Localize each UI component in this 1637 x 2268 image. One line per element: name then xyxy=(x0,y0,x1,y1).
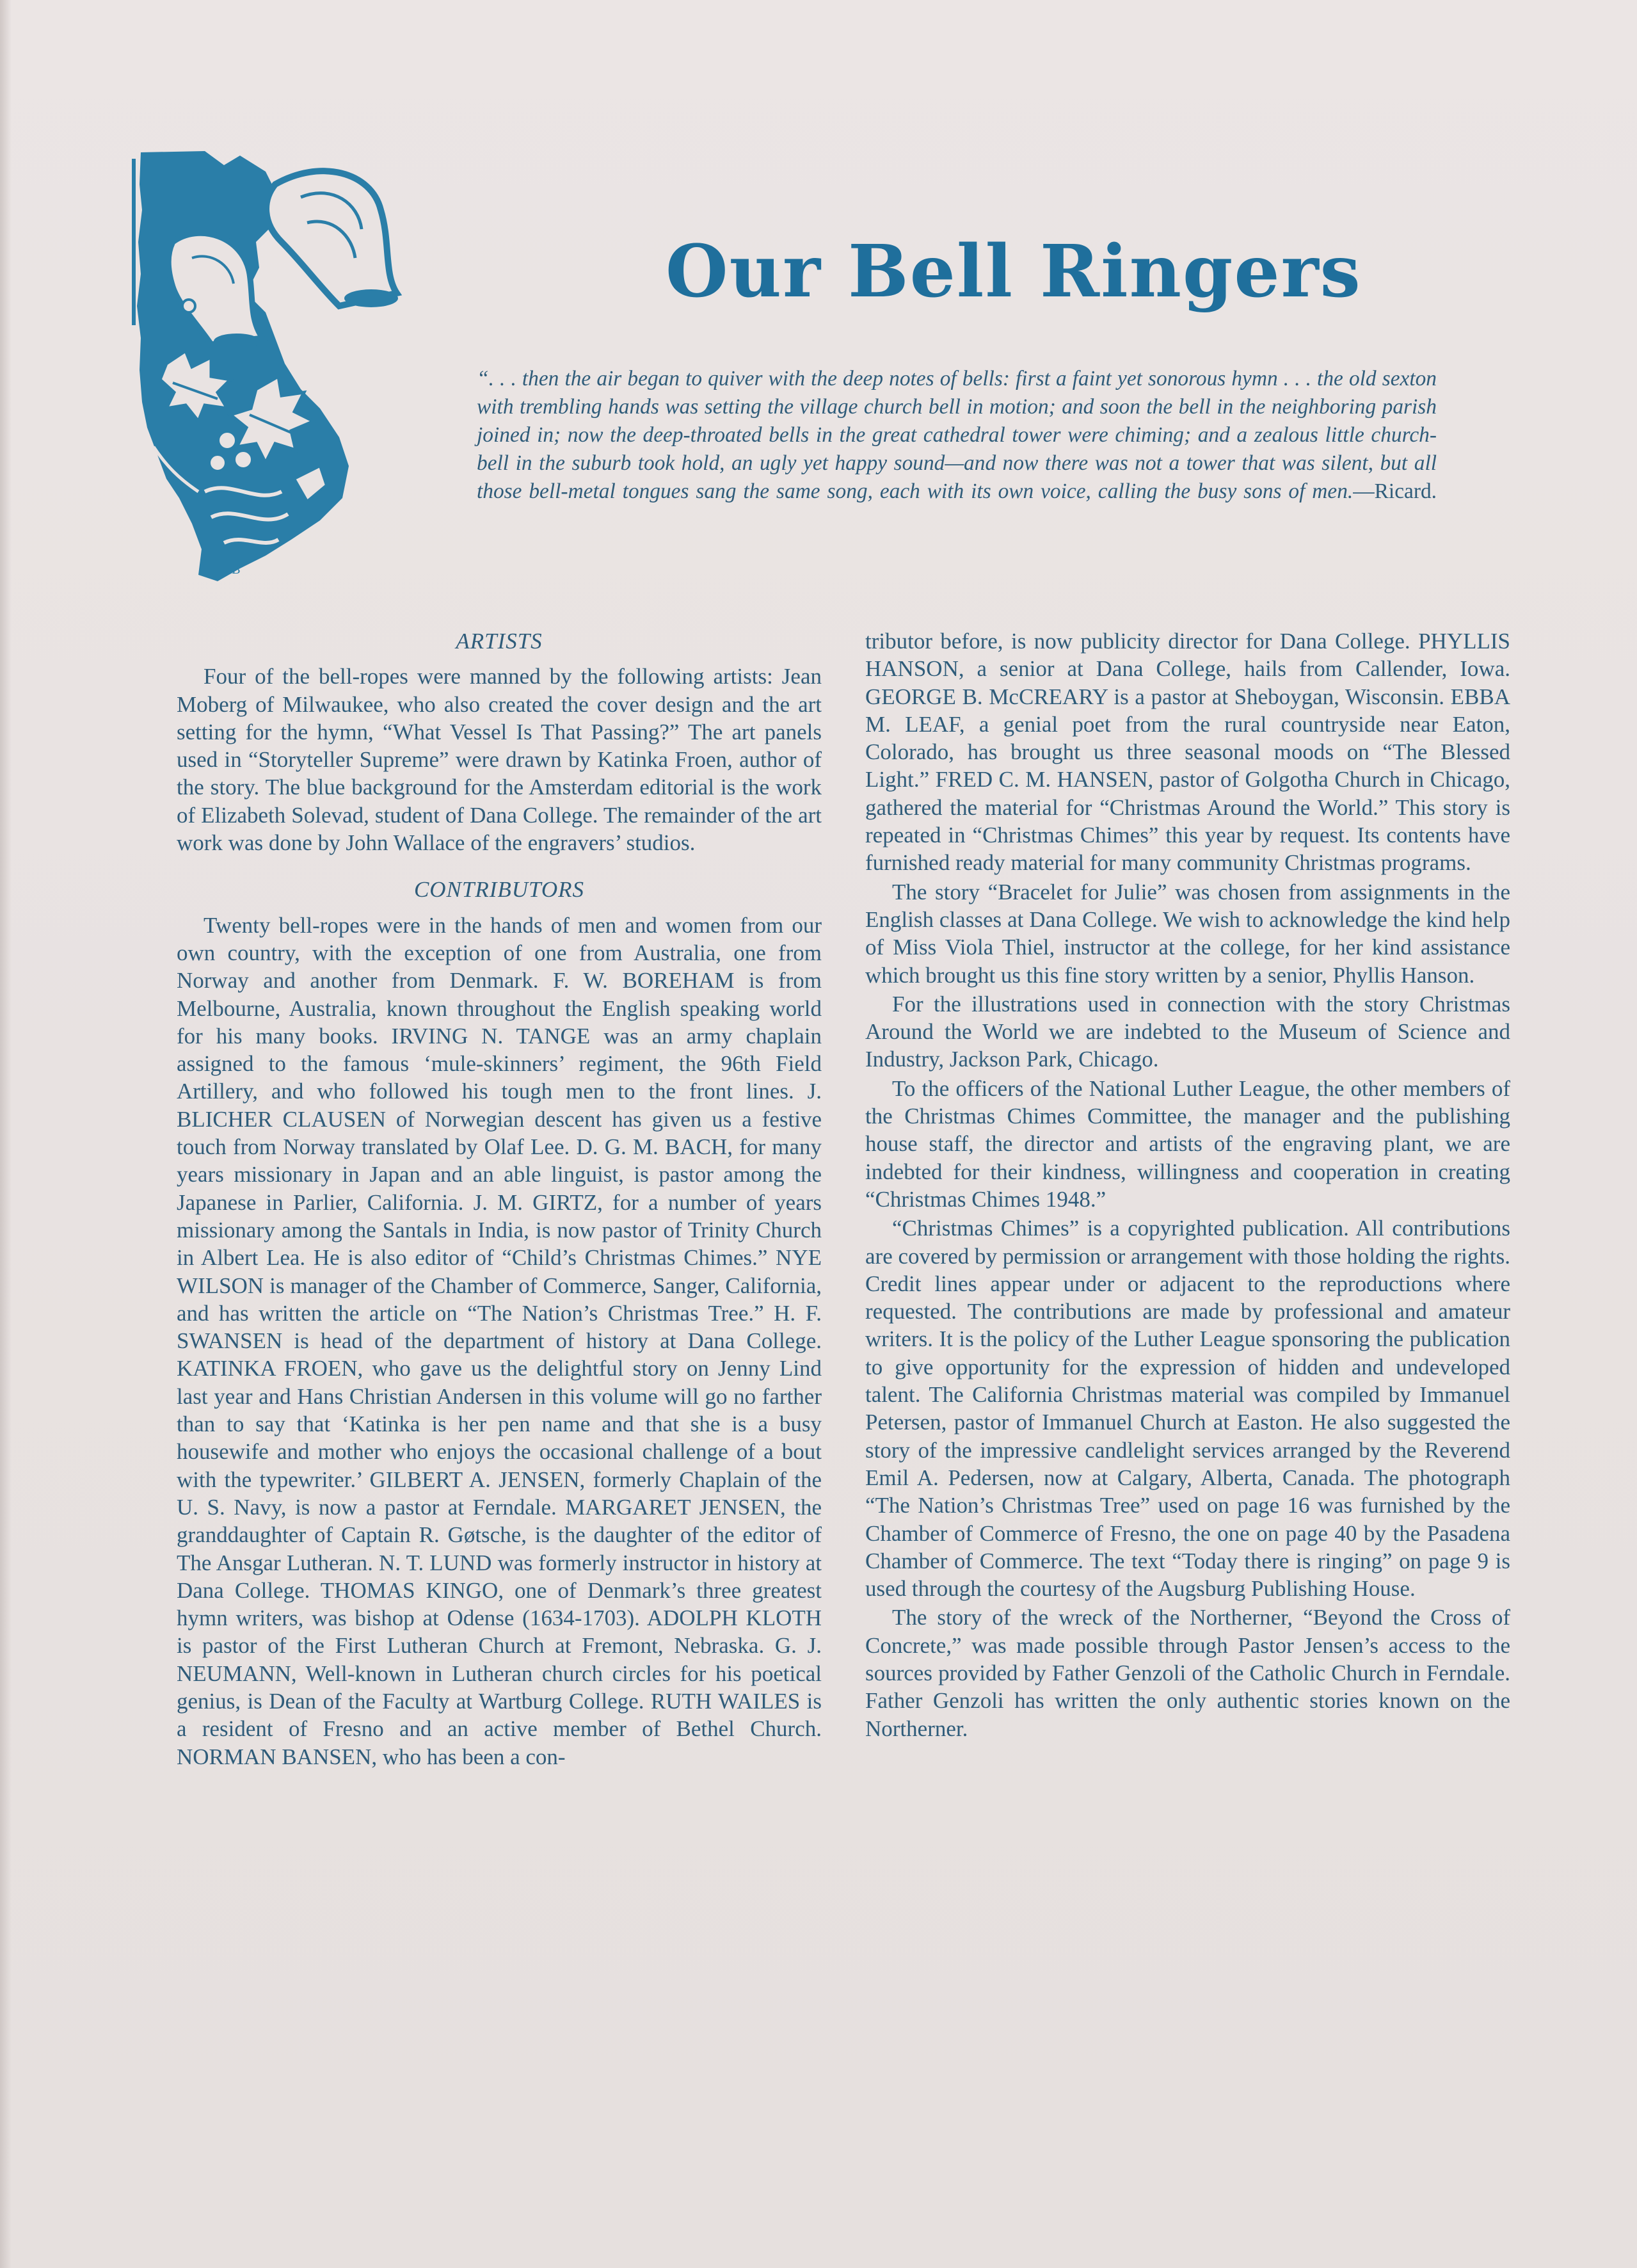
page-title: Our Bell Ringers xyxy=(666,230,1362,314)
left-column xyxy=(177,627,822,1771)
right-column xyxy=(865,627,1510,1742)
northerner-paragraph: The story of the wreck of the Northerner, “Beyond the Cross of Concrete,” was made possible through Pastor Jensen’s access to the sources provided by Father Genzoli of the Catholic Church in Ferndale. Father Genzoli has written the only authentic stories known on the Northerner. xyxy=(865,1605,1510,1741)
page-edge-shadow xyxy=(0,0,12,2268)
illustrations-paragraph: For the illustrations used in connection with the story Christmas Around the World we are indebted to the Museum of Science and Industry, Jackson Park, Chicago. xyxy=(865,991,1510,1072)
artists-heading: ARTISTS xyxy=(456,629,543,654)
bells-holly-illustration xyxy=(128,146,422,588)
artists-paragraph: Four of the bell-ropes were manned by the following artists: Jean Moberg of Milwaukee, who also created the cover design and the art setting for the hymn, “What Vessel Is That Passing?” The art panels used in “Storyteller Supreme” were drawn by Katinka Froen, author of the story. The blue background for the Amsterdam editorial is the work of Elizabeth Solevad, student of Dana College. The remainder of the art work was done by John Wallace of the engravers’ studios. xyxy=(177,664,822,856)
svg-text:EB: EB xyxy=(224,563,241,577)
contributors-continued-paragraph: tributor before, is now publicity director for Dana College. PHYLLIS HANSON, a senior at Dana College, hails from Callender, Iowa. GEORGE B. McCREARY is a pastor at Sheboygan, Wisconsin. EBBA M. LEAF, a genial poet from the rural countryside near Eaton, Colorado, has brought us three seasonal moods on “The Blessed Light.” FRED C. M. HANSEN, pastor of Golgotha Church in Chicago, gathered the material for “Christmas Around the World.” This story is repeated in “Christmas Chimes” this year by request. Its contents have furnished ready material for many community Christmas programs. xyxy=(865,629,1510,876)
epigraph-quote xyxy=(477,365,1437,506)
epigraph-text: “. . . then the air began to quiver with the deep notes of bells: first a faint yet sonorous hymn . . . the old sexton with trembling hands was setting the village church bell in motion; and soon the bell in the neighboring parish joined in; now the deep-throated bells in the great cathedral tower were chiming; and a zealous little church-bell in the suburb took hold, an ugly yet happy sound—and now there was not a tower that was silent, but all those bell-metal tongues sang the same song, each with its own voice, calling the busy sons of men. xyxy=(477,367,1437,503)
acknowledgements-paragraph: To the officers of the National Luther League, the other members of the Christmas Chimes Committee, the manager and the publishing house staff, the director and artists of the engraving plant, we are indebted for their kindness, willingness and cooperation in creating “Christmas Chimes 1948.” xyxy=(865,1075,1510,1212)
copyright-paragraph: “Christmas Chimes” is a copyrighted publication. All contributions are covered by permission or arrangement with those holding the rights. Credit lines appear under or adjacent to the reproductions where requested. The contributions are made by professional and amateur writers. It is the policy of the Luther League sponsoring the publication to give opportunity for the expression of hidden and undeveloped talent. The California Christmas material was compiled by Immanuel Petersen, pastor of Immanuel Church at Easton. He also suggested the story of the impressive candlelight services arranged by the Reverend Emil A. Pedersen, now at Calgary, Alberta, Canada. The photograph “The Nation’s Christmas Tree” used on page 16 was furnished by the Chamber of Commerce of Fresno, the one on page 40 by the Pasadena Chamber of Commerce. The text “Today there is ringing” on page 9 is used through the courtesy of the Augsburg Publishing House. xyxy=(865,1216,1510,1602)
bracelet-story-paragraph: The story “Bracelet for Julie” was chosen from assignments in the English classes at Dana College. We wish to acknowledge the kind help of Miss Viola Thiel, instructor at the college, for her kind assistance which brought us this fine story written by a senior, Phyllis Hanson. xyxy=(865,879,1510,988)
epigraph-attribution: —Ricard. xyxy=(1353,479,1437,503)
contributors-heading: CONTRIBUTORS xyxy=(413,877,585,903)
contributors-paragraph: Twenty bell-ropes were in the hands of men and women from our own country, with the exception of one from Australia, one from Norway and another from Denmark. F. W. BOREHAM is from Melbourne, Australia, known throughout the English speaking world for his many books. IRVING N. TANGE was an army chaplain assigned to the famous ‘mule-skinners’ regiment, the 96th Field Artillery, and who followed his tough men to the front lines. J. BLICHER CLAUSEN of Norwegian descent has given us a festive touch from Norway translated by Olaf Lee. D. G. M. BACH, for many years missionary in Japan and an able linguist, is pastor among the Japanese in Parlier, California. J. M. GIRTZ, for a number of years missionary among the Santals in India, is now pastor of Trinity Church in Albert Lea. He is also editor of “Child’s Christmas Chimes.” NYE WILSON is manager of the Chamber of Commerce, Sanger, California, and has written the article on “The Nation’s Christmas Tree.” H. F. SWANSEN is head of the department of history at Dana College. KATINKA FROEN, who gave us the delightful story on Jenny Lind last year and Hans Christian Andersen in this volume will go no farther than to say that ‘Katinka is her pen name and that she is a busy housewife and mother who enjoys the occasional challenge of a bout with the typewriter.’ GILBERT A. JENSEN, formerly Chaplain of the U. S. Navy, is now a pastor at Ferndale. MARGARET JENSEN, the granddaughter of Captain R. Gøtsche, is the daughter of the editor of The Ansgar Lutheran. N. T. LUND was formerly instructor in history at Dana College. THOMAS KINGO, one of Denmark’s three greatest hymn writers, was bishop at Odense (1634-1703). ADOLPH KLOTH is pastor of the First Lutheran Church at Fremont, Nebraska. G. J. NEUMANN, Well-known in Lutheran church circles for his poetical genius, is Dean of the Faculty at Wartburg College. RUTH WAILES is a resident of Fresno and an active member of Bethel Church. NORMAN BANSEN, who has been a con- xyxy=(177,912,822,1769)
